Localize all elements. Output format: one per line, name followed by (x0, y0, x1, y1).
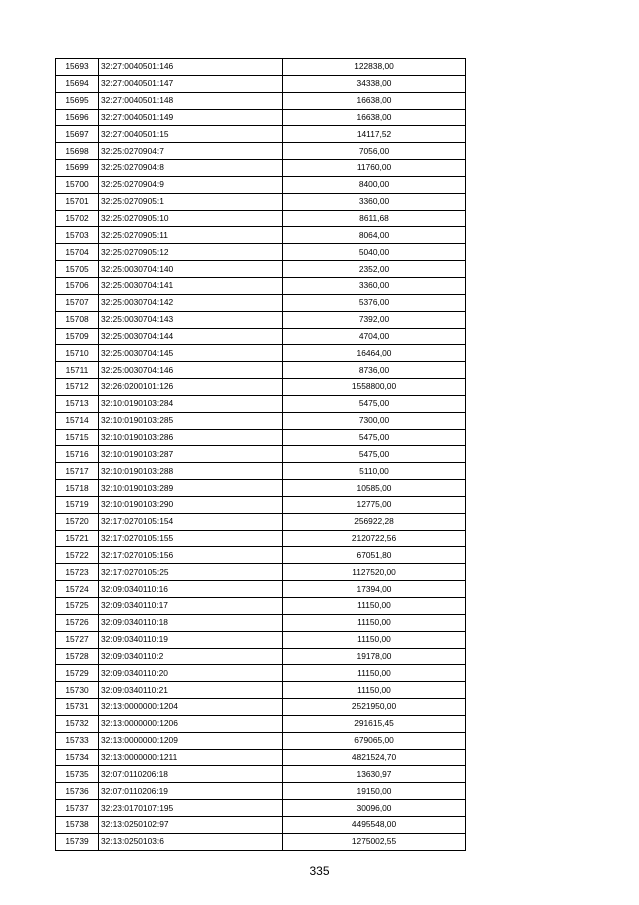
table-row (56, 446, 466, 463)
table-body (56, 59, 466, 851)
cadastral-number-cell: 32:17:0270105:154 (99, 513, 283, 530)
row-number-cell: 15700 (56, 176, 99, 193)
cadastral-number-cell: 32:10:0190103:287 (99, 446, 283, 463)
cadastral-number-cell: 32:09:0340110:16 (99, 581, 283, 598)
table-row (56, 547, 466, 564)
table-row (56, 429, 466, 446)
table-row (56, 261, 466, 278)
cadastral-number-cell: 32:10:0190103:284 (99, 395, 283, 412)
cadastral-number-cell: 32:07:0110206:19 (99, 783, 283, 800)
value-cell: 11760,00 (283, 160, 466, 177)
table-row (56, 395, 466, 412)
row-number-cell: 15716 (56, 446, 99, 463)
value-cell: 2352,00 (283, 261, 466, 278)
table-row (56, 480, 466, 497)
value-cell: 1558800,00 (283, 379, 466, 396)
cadastral-number-cell: 32:25:0270904:8 (99, 160, 283, 177)
row-number-cell: 15698 (56, 143, 99, 160)
row-number-cell: 15738 (56, 816, 99, 833)
row-number-cell: 15737 (56, 800, 99, 817)
row-number-cell: 15720 (56, 513, 99, 530)
cadastral-number-cell: 32:09:0340110:17 (99, 598, 283, 615)
cadastral-number-cell: 32:25:0270905:12 (99, 244, 283, 261)
value-cell: 4704,00 (283, 328, 466, 345)
row-number-cell: 15713 (56, 395, 99, 412)
value-cell: 5110,00 (283, 463, 466, 480)
value-cell: 256922,28 (283, 513, 466, 530)
row-number-cell: 15731 (56, 699, 99, 716)
cadastral-number-cell: 32:09:0340110:18 (99, 614, 283, 631)
row-number-cell: 15725 (56, 598, 99, 615)
cadastral-number-cell: 32:25:0270905:10 (99, 210, 283, 227)
cadastral-number-cell: 32:27:0040501:15 (99, 126, 283, 143)
row-number-cell: 15734 (56, 749, 99, 766)
cadastral-number-cell: 32:27:0040501:147 (99, 75, 283, 92)
cadastral-number-cell: 32:10:0190103:289 (99, 480, 283, 497)
cadastral-number-cell: 32:25:0270904:7 (99, 143, 283, 160)
cadastral-number-cell: 32:25:0030704:145 (99, 345, 283, 362)
value-cell: 5475,00 (283, 429, 466, 446)
row-number-cell: 15696 (56, 109, 99, 126)
cadastral-number-cell: 32:17:0270105:25 (99, 564, 283, 581)
row-number-cell: 15701 (56, 193, 99, 210)
value-cell: 122838,00 (283, 59, 466, 76)
value-cell: 10585,00 (283, 480, 466, 497)
value-cell: 3360,00 (283, 193, 466, 210)
value-cell: 16464,00 (283, 345, 466, 362)
cadastral-number-cell: 32:25:0270904:9 (99, 176, 283, 193)
table-row (56, 59, 466, 76)
table-row (56, 648, 466, 665)
table-row (56, 328, 466, 345)
table-row (56, 816, 466, 833)
cadastral-number-cell: 32:10:0190103:285 (99, 412, 283, 429)
table-row (56, 463, 466, 480)
table-row (56, 564, 466, 581)
value-cell: 17394,00 (283, 581, 466, 598)
value-cell: 5376,00 (283, 294, 466, 311)
table-row (56, 715, 466, 732)
row-number-cell: 15695 (56, 92, 99, 109)
table-row (56, 244, 466, 261)
row-number-cell: 15721 (56, 530, 99, 547)
row-number-cell: 15726 (56, 614, 99, 631)
row-number-cell: 15724 (56, 581, 99, 598)
row-number-cell: 15736 (56, 783, 99, 800)
row-number-cell: 15733 (56, 732, 99, 749)
page-number: 335 (309, 864, 330, 878)
row-number-cell: 15709 (56, 328, 99, 345)
table-row (56, 833, 466, 850)
table-row (56, 75, 466, 92)
table-row (56, 277, 466, 294)
value-cell: 8400,00 (283, 176, 466, 193)
cadastral-number-cell: 32:13:0250102:97 (99, 816, 283, 833)
table-row (56, 598, 466, 615)
cadastral-number-cell: 32:25:0030704:140 (99, 261, 283, 278)
value-cell: 67051,80 (283, 547, 466, 564)
table-row (56, 699, 466, 716)
cadastral-number-cell: 32:27:0040501:146 (99, 59, 283, 76)
row-number-cell: 15715 (56, 429, 99, 446)
value-cell: 8064,00 (283, 227, 466, 244)
row-number-cell: 15727 (56, 631, 99, 648)
table-row (56, 783, 466, 800)
table-row (56, 766, 466, 783)
row-number-cell: 15703 (56, 227, 99, 244)
row-number-cell: 15723 (56, 564, 99, 581)
value-cell: 679065,00 (283, 732, 466, 749)
cadastral-number-cell: 32:10:0190103:288 (99, 463, 283, 480)
row-number-cell: 15732 (56, 715, 99, 732)
cadastral-number-cell: 32:27:0040501:149 (99, 109, 283, 126)
cadastral-number-cell: 32:09:0340110:19 (99, 631, 283, 648)
value-cell: 11150,00 (283, 682, 466, 699)
value-cell: 12775,00 (283, 496, 466, 513)
row-number-cell: 15722 (56, 547, 99, 564)
row-number-cell: 15704 (56, 244, 99, 261)
table-row (56, 631, 466, 648)
table-row (56, 143, 466, 160)
value-cell: 1127520,00 (283, 564, 466, 581)
cadastral-number-cell: 32:13:0000000:1206 (99, 715, 283, 732)
value-cell: 4495548,00 (283, 816, 466, 833)
value-cell: 5475,00 (283, 395, 466, 412)
table-row (56, 176, 466, 193)
value-cell: 3360,00 (283, 277, 466, 294)
table-row (56, 513, 466, 530)
value-cell: 19150,00 (283, 783, 466, 800)
row-number-cell: 15739 (56, 833, 99, 850)
cadastral-number-cell: 32:25:0270905:11 (99, 227, 283, 244)
table-row (56, 294, 466, 311)
row-number-cell: 15710 (56, 345, 99, 362)
cadastral-number-cell: 32:07:0110206:18 (99, 766, 283, 783)
table-row (56, 412, 466, 429)
table-row (56, 665, 466, 682)
table-row (56, 530, 466, 547)
value-cell: 8736,00 (283, 362, 466, 379)
cadastral-number-cell: 32:25:0030704:143 (99, 311, 283, 328)
cadastral-number-cell: 32:26:0200101:126 (99, 379, 283, 396)
row-number-cell: 15719 (56, 496, 99, 513)
value-cell: 16638,00 (283, 109, 466, 126)
row-number-cell: 15711 (56, 362, 99, 379)
cadastral-number-cell: 32:17:0270105:155 (99, 530, 283, 547)
row-number-cell: 15735 (56, 766, 99, 783)
cadastral-value-table (55, 58, 466, 851)
table-row (56, 160, 466, 177)
value-cell: 7300,00 (283, 412, 466, 429)
value-cell: 14117,52 (283, 126, 466, 143)
value-cell: 13630,97 (283, 766, 466, 783)
table-row (56, 92, 466, 109)
table-row (56, 345, 466, 362)
value-cell: 11150,00 (283, 665, 466, 682)
value-cell: 11150,00 (283, 598, 466, 615)
value-cell: 5475,00 (283, 446, 466, 463)
cadastral-number-cell: 32:25:0030704:142 (99, 294, 283, 311)
cadastral-number-cell: 32:09:0340110:21 (99, 682, 283, 699)
table-row (56, 362, 466, 379)
table-row (56, 732, 466, 749)
row-number-cell: 15697 (56, 126, 99, 143)
row-number-cell: 15717 (56, 463, 99, 480)
cadastral-number-cell: 32:25:0270905:1 (99, 193, 283, 210)
row-number-cell: 15712 (56, 379, 99, 396)
row-number-cell: 15693 (56, 59, 99, 76)
value-cell: 11150,00 (283, 614, 466, 631)
table-row (56, 749, 466, 766)
table-row (56, 109, 466, 126)
table-row (56, 379, 466, 396)
value-cell: 1275002,55 (283, 833, 466, 850)
row-number-cell: 15729 (56, 665, 99, 682)
row-number-cell: 15706 (56, 277, 99, 294)
table-row (56, 614, 466, 631)
value-cell: 2120722,56 (283, 530, 466, 547)
row-number-cell: 15702 (56, 210, 99, 227)
value-cell: 30096,00 (283, 800, 466, 817)
value-cell: 2521950,00 (283, 699, 466, 716)
cadastral-number-cell: 32:09:0340110:2 (99, 648, 283, 665)
value-cell: 8611,68 (283, 210, 466, 227)
cadastral-number-cell: 32:10:0190103:286 (99, 429, 283, 446)
cadastral-number-cell: 32:17:0270105:156 (99, 547, 283, 564)
cadastral-number-cell: 32:13:0250103:6 (99, 833, 283, 850)
table-row (56, 126, 466, 143)
table-row (56, 682, 466, 699)
table-row (56, 311, 466, 328)
cadastral-number-cell: 32:27:0040501:148 (99, 92, 283, 109)
value-cell: 19178,00 (283, 648, 466, 665)
cadastral-number-cell: 32:25:0030704:146 (99, 362, 283, 379)
value-cell: 34338,00 (283, 75, 466, 92)
cadastral-number-cell: 32:13:0000000:1209 (99, 732, 283, 749)
table-row (56, 193, 466, 210)
row-number-cell: 15714 (56, 412, 99, 429)
table-row (56, 210, 466, 227)
row-number-cell: 15718 (56, 480, 99, 497)
value-cell: 11150,00 (283, 631, 466, 648)
row-number-cell: 15708 (56, 311, 99, 328)
value-cell: 7056,00 (283, 143, 466, 160)
row-number-cell: 15728 (56, 648, 99, 665)
cadastral-number-cell: 32:10:0190103:290 (99, 496, 283, 513)
value-cell: 5040,00 (283, 244, 466, 261)
cadastral-number-cell: 32:13:0000000:1211 (99, 749, 283, 766)
table-row (56, 496, 466, 513)
value-cell: 16638,00 (283, 92, 466, 109)
value-cell: 4821524,70 (283, 749, 466, 766)
cadastral-number-cell: 32:25:0030704:144 (99, 328, 283, 345)
row-number-cell: 15730 (56, 682, 99, 699)
cadastral-number-cell: 32:09:0340110:20 (99, 665, 283, 682)
cadastral-number-cell: 32:13:0000000:1204 (99, 699, 283, 716)
value-cell: 7392,00 (283, 311, 466, 328)
row-number-cell: 15705 (56, 261, 99, 278)
table-row (56, 800, 466, 817)
value-cell: 291615,45 (283, 715, 466, 732)
table-row (56, 227, 466, 244)
table-row (56, 581, 466, 598)
row-number-cell: 15699 (56, 160, 99, 177)
cadastral-number-cell: 32:25:0030704:141 (99, 277, 283, 294)
row-number-cell: 15694 (56, 75, 99, 92)
row-number-cell: 15707 (56, 294, 99, 311)
cadastral-number-cell: 32:23:0170107:195 (99, 800, 283, 817)
